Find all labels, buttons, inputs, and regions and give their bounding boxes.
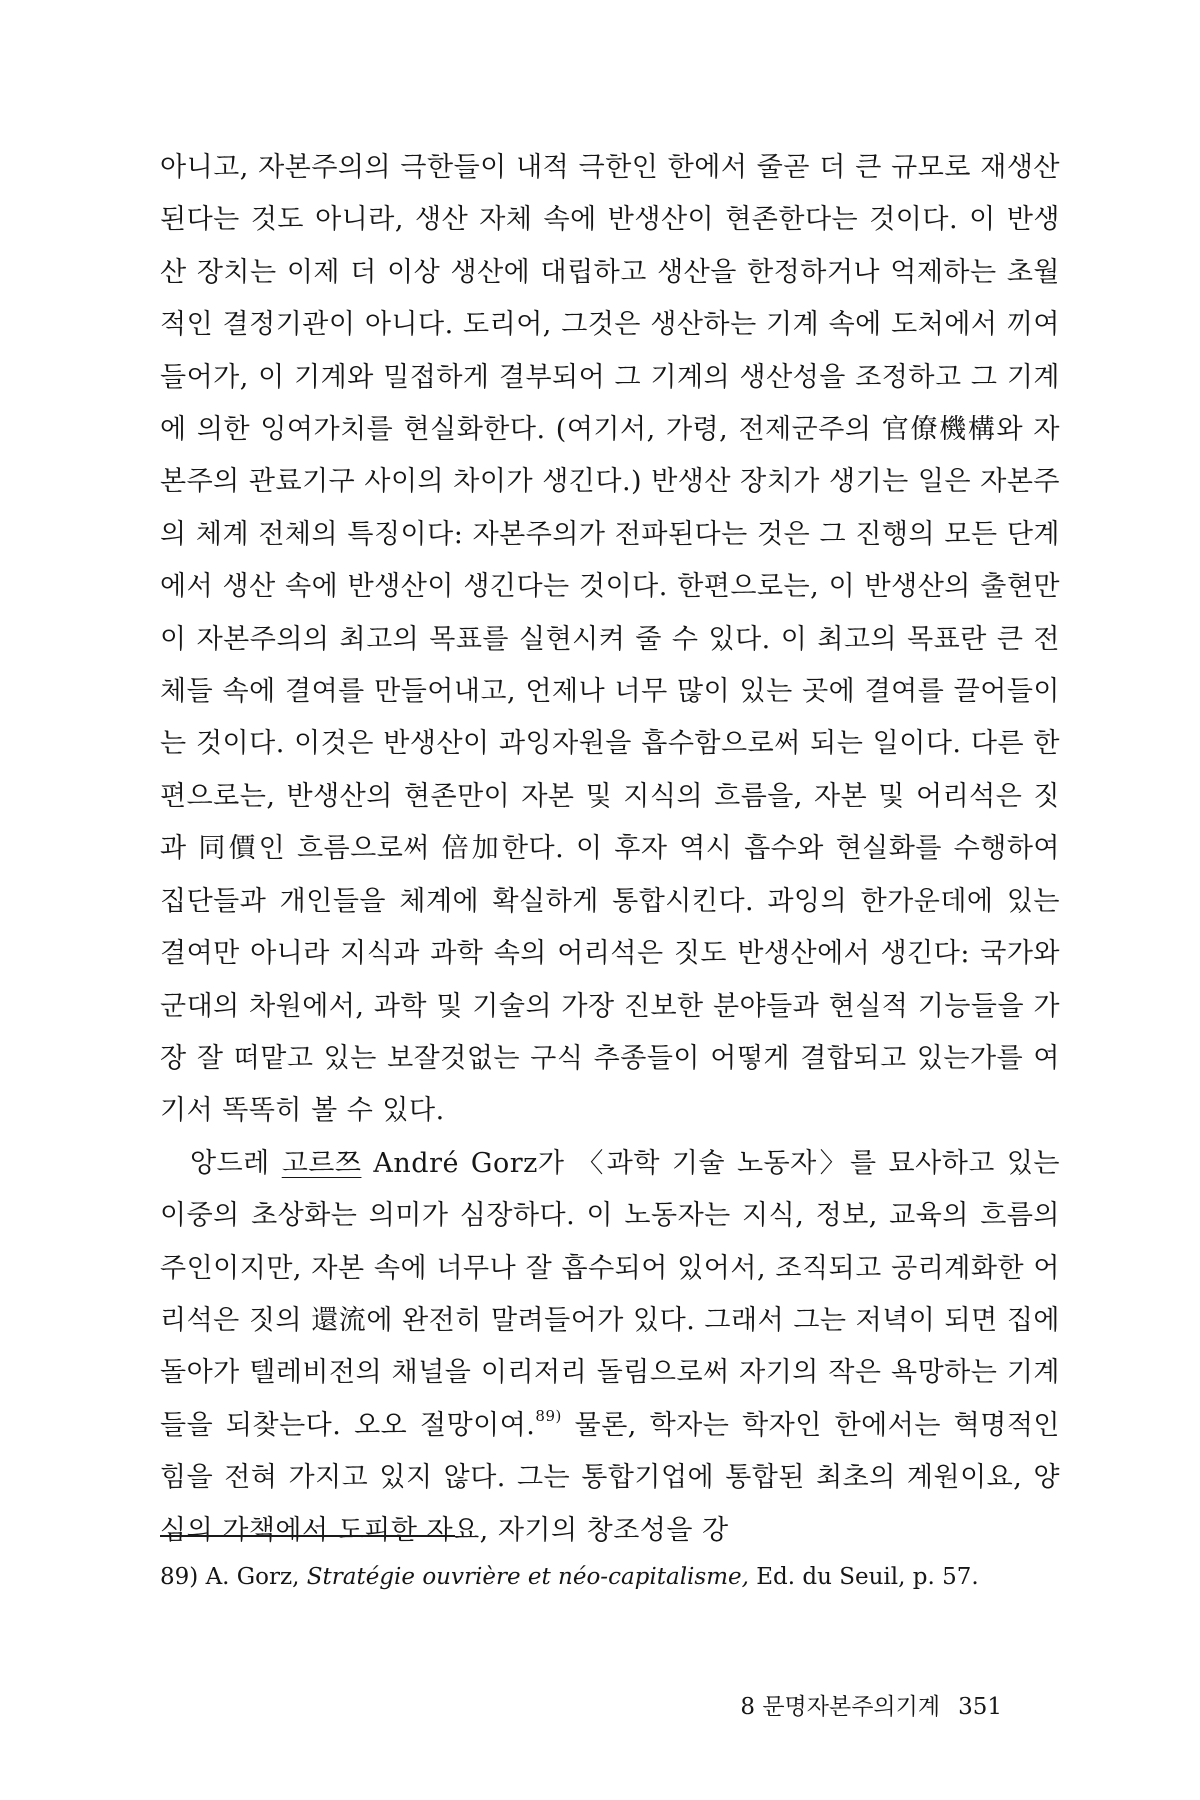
footnote-author: A. Gorz, — [205, 1564, 300, 1590]
footnote-divider — [160, 1535, 455, 1537]
chapter-title: 8 문명자본주의기계 — [740, 1694, 941, 1720]
page-number: 351 — [958, 1694, 1002, 1720]
footnote-publisher: Ed. du Seuil, p. 57. — [756, 1564, 979, 1590]
paragraph-2-tail: 물론, 학자는 학자인 한에서는 혁명적인 힘을 전혀 가지고 있지 않다. 그는 통합기업에 통합된 최초의 계원이요, 양심의 가책에서 도피한 자요, 자기의 창조성을 강 — [160, 1409, 1060, 1546]
paragraph-2-lead: 앙드레 — [190, 1147, 282, 1179]
running-footer — [740, 1692, 1002, 1722]
paragraph-1: 아니고, 자본주의의 극한들이 내적 극한인 한에서 줄곧 더 큰 규모로 재생산된다는 것도 아니라, 생산 자체 속에 반생산이 현존한다는 것이다. 이 반생산 장치는 이제 더 이상 생산에 대립하고 생산을 한정하거나 억제하는 초월적인 결정기관이 아니다. 도리어, 그것은 생산하는 기계 속에 도처에서 끼여들어가, 이 기계와 밀접하게 결부되어 그 기계의 생산성을 조정하고 그 기계에 의한 잉여가치를 현실화한다. (여기서, 가령, 전제군주의 官僚機構와 자본주의 관료기구 사이의 차이가 생긴다.) 반생산 장치가 생기는 일은 자본주의 체계 전체의 특징이다: 자본주의가 전파된다는 것은 그 진행의 모든 단계에서 생산 속에 반생산이 생긴다는 것이다. 한편으로는, 이 반생산의 출현만이 자본주의의 최고의 목표를 실현시켜 줄 수 있다. 이 최고의 목표란 큰 전체들 속에 결여를 만들어내고, 언제나 너무 많이 있는 곳에 결여를 끌어들이는 것이다. 이것은 반생산이 과잉자원을 흡수함으로써 되는 일이다. 다른 한편으로는, 반생산의 현존만이 자본 및 지식의 흐름을, 자본 및 어리석은 짓과 同價인 흐름으로써 倍加한다. 이 후자 역시 흡수와 현실화를 수행하여 집단들과 개인들을 체계에 확실하게 통합시킨다. 과잉의 한가운데에 있는 결여만 아니라 지식과 과학 속의 어리석은 짓도 반생산에서 생긴다: 국가와 군대의 차원에서, 과학 및 기술의 가장 진보한 분야들과 현실적 기능들을 가장 잘 떠맡고 있는 보잘것없는 구식 추종들이 어떻게 결합되고 있는가를 여기서 똑똑히 볼 수 있다. — [160, 152, 1060, 1127]
footnote-title: Stratégie ouvrière et néo-capitalisme, — [306, 1564, 749, 1590]
footnote — [160, 1562, 1060, 1592]
paragraph-2 — [160, 1138, 1060, 1557]
footnote-reference: 89) — [535, 1406, 562, 1425]
author-name-korean: 고르쯔 — [281, 1147, 362, 1179]
body-text — [160, 142, 1060, 1557]
paragraph-2-body: André Gorz가 〈과학 기술 노동자〉를 묘사하고 있는 이중의 초상화는 의미가 심장하다. 이 노동자는 지식, 정보, 교육의 흐름의 주인이지만, 자본 속에 너무나 잘 흡수되어 있어서, 조직되고 공리계화한 어리석은 짓의 還流에 완전히 말려들어가 있다. 그래서 그는 저녁이 되면 집에 돌아가 텔레비전의 채널을 이리저리 돌림으로써 자기의 작은 욕망하는 기계들을 되찾는다. 오오 절망이여. — [160, 1147, 1060, 1441]
footnote-number: 89) — [160, 1564, 199, 1590]
